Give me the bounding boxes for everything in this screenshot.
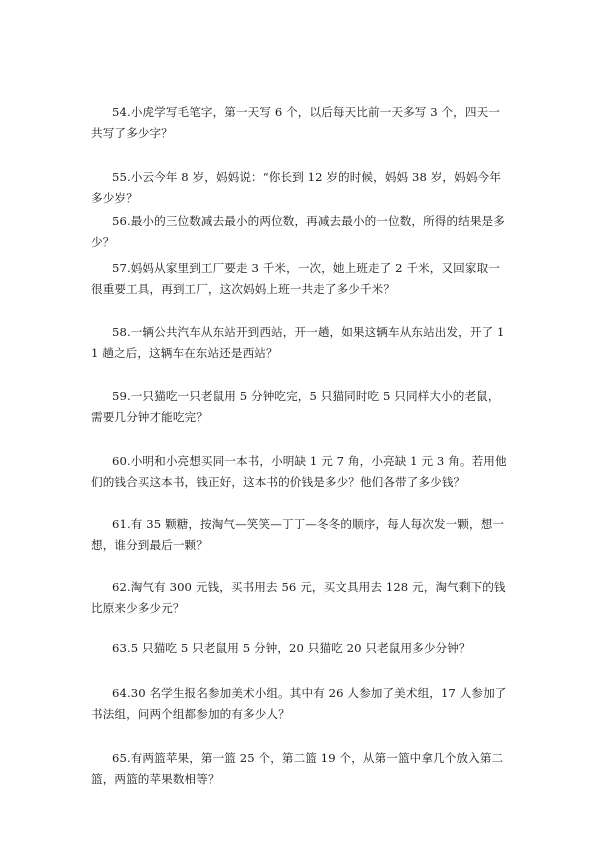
problem-65: 65.有两篮苹果，第一篮 25 个，第二篮 19 个，从第一篮中拿几个放入第二篮，两篮的苹果数相等？ <box>91 751 504 786</box>
problem-58: 58.一辆公共汽车从东站开到西站，开一趟，如果这辆车从东站出发，开了 11 趟之后，这辆车在东站还是西站？ <box>91 325 505 360</box>
problem-57: 57.妈妈从家里到工厂要走 3 千米，一次，她上班走了 2 千米，又回家取一很重要工具，再到工厂，这次妈妈上班一共走了多少千米？ <box>91 261 500 296</box>
problem-59: 59.一只猫吃一只老鼠用 5 分钟吃完，5 只猫同时吃 5 只同样大小的老鼠，需要几分钟才能吃完？ <box>91 389 500 424</box>
problem-56: 56.最小的三位数减去最小的两位数，再减去最小的一位数，所得的结果是多少？ <box>91 214 505 249</box>
problem-60: 60.小明和小亮想买同一本书，小明缺 1 元 7 角，小亮缺 1 元 3 角。若用他们的钱合买这本书，钱正好，这本书的价钱是多少？他们各带了多少钱？ <box>91 454 507 489</box>
problem-61: 61.有 35 颗糖，按淘气—笑笑—丁丁—冬冬的顺序，每人每次发一颗，想一想，谁分到最后一颗？ <box>91 517 505 552</box>
problem-62: 62.淘气有 300 元钱，买书用去 56 元，买文具用去 128 元，淘气剩下的钱比原来少多少元？ <box>91 580 506 615</box>
problem-54: 54.小虎学写毛笔字，第一天写 6 个，以后每天比前一天多写 3 个，四天一共写了多少字？ <box>91 105 500 140</box>
problem-64: 64.30 名学生报名参加美术小组。其中有 26 人参加了美术组，17 人参加了书法组，问两个组都参加的有多少人？ <box>91 686 507 721</box>
problem-63: 63.5 只猫吃 5 只老鼠用 5 分钟，20 只猫吃 20 只老鼠用多少分钟？ <box>112 641 471 655</box>
problem-55: 55.小云今年 8 岁，妈妈说：“你长到 12 岁的时候，妈妈 38 岁，妈妈今年多少岁？ <box>91 170 501 205</box>
